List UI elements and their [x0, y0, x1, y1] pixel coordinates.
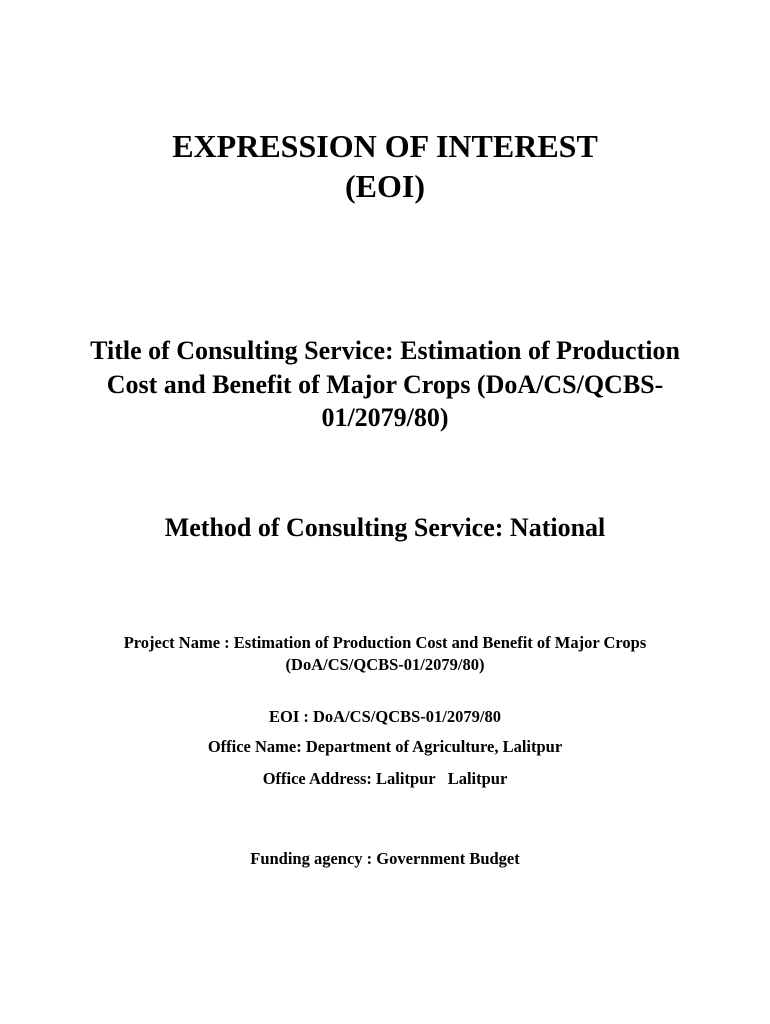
project-name-line-1: Project Name : Estimation of Production Cost and Benefit of Major Crops: [123, 633, 647, 652]
document-title: EXPRESSION OF INTEREST: [172, 128, 598, 164]
consulting-service-title-line-3: 01/2079/80): [321, 403, 449, 432]
office-name: Office Name: Department of Agriculture, Lalitpur: [207, 737, 563, 756]
funding-agency: Funding agency : Government Budget: [250, 849, 520, 868]
consulting-service-title-line-1: Title of Consulting Service: Estimation of Production: [90, 336, 680, 365]
consulting-method: Method of Consulting Service: National: [164, 513, 606, 542]
office-address: Office Address: Lalitpur Lalitpur: [262, 769, 508, 788]
project-name-line-2: (DoA/CS/QCBS-01/2079/80): [285, 655, 485, 674]
eoi-reference: EOI : DoA/CS/QCBS-01/2079/80: [269, 707, 501, 726]
consulting-service-title-line-2: Cost and Benefit of Major Crops (DoA/CS/QCBS-: [106, 370, 664, 399]
document-title-abbrev: (EOI): [345, 168, 425, 204]
